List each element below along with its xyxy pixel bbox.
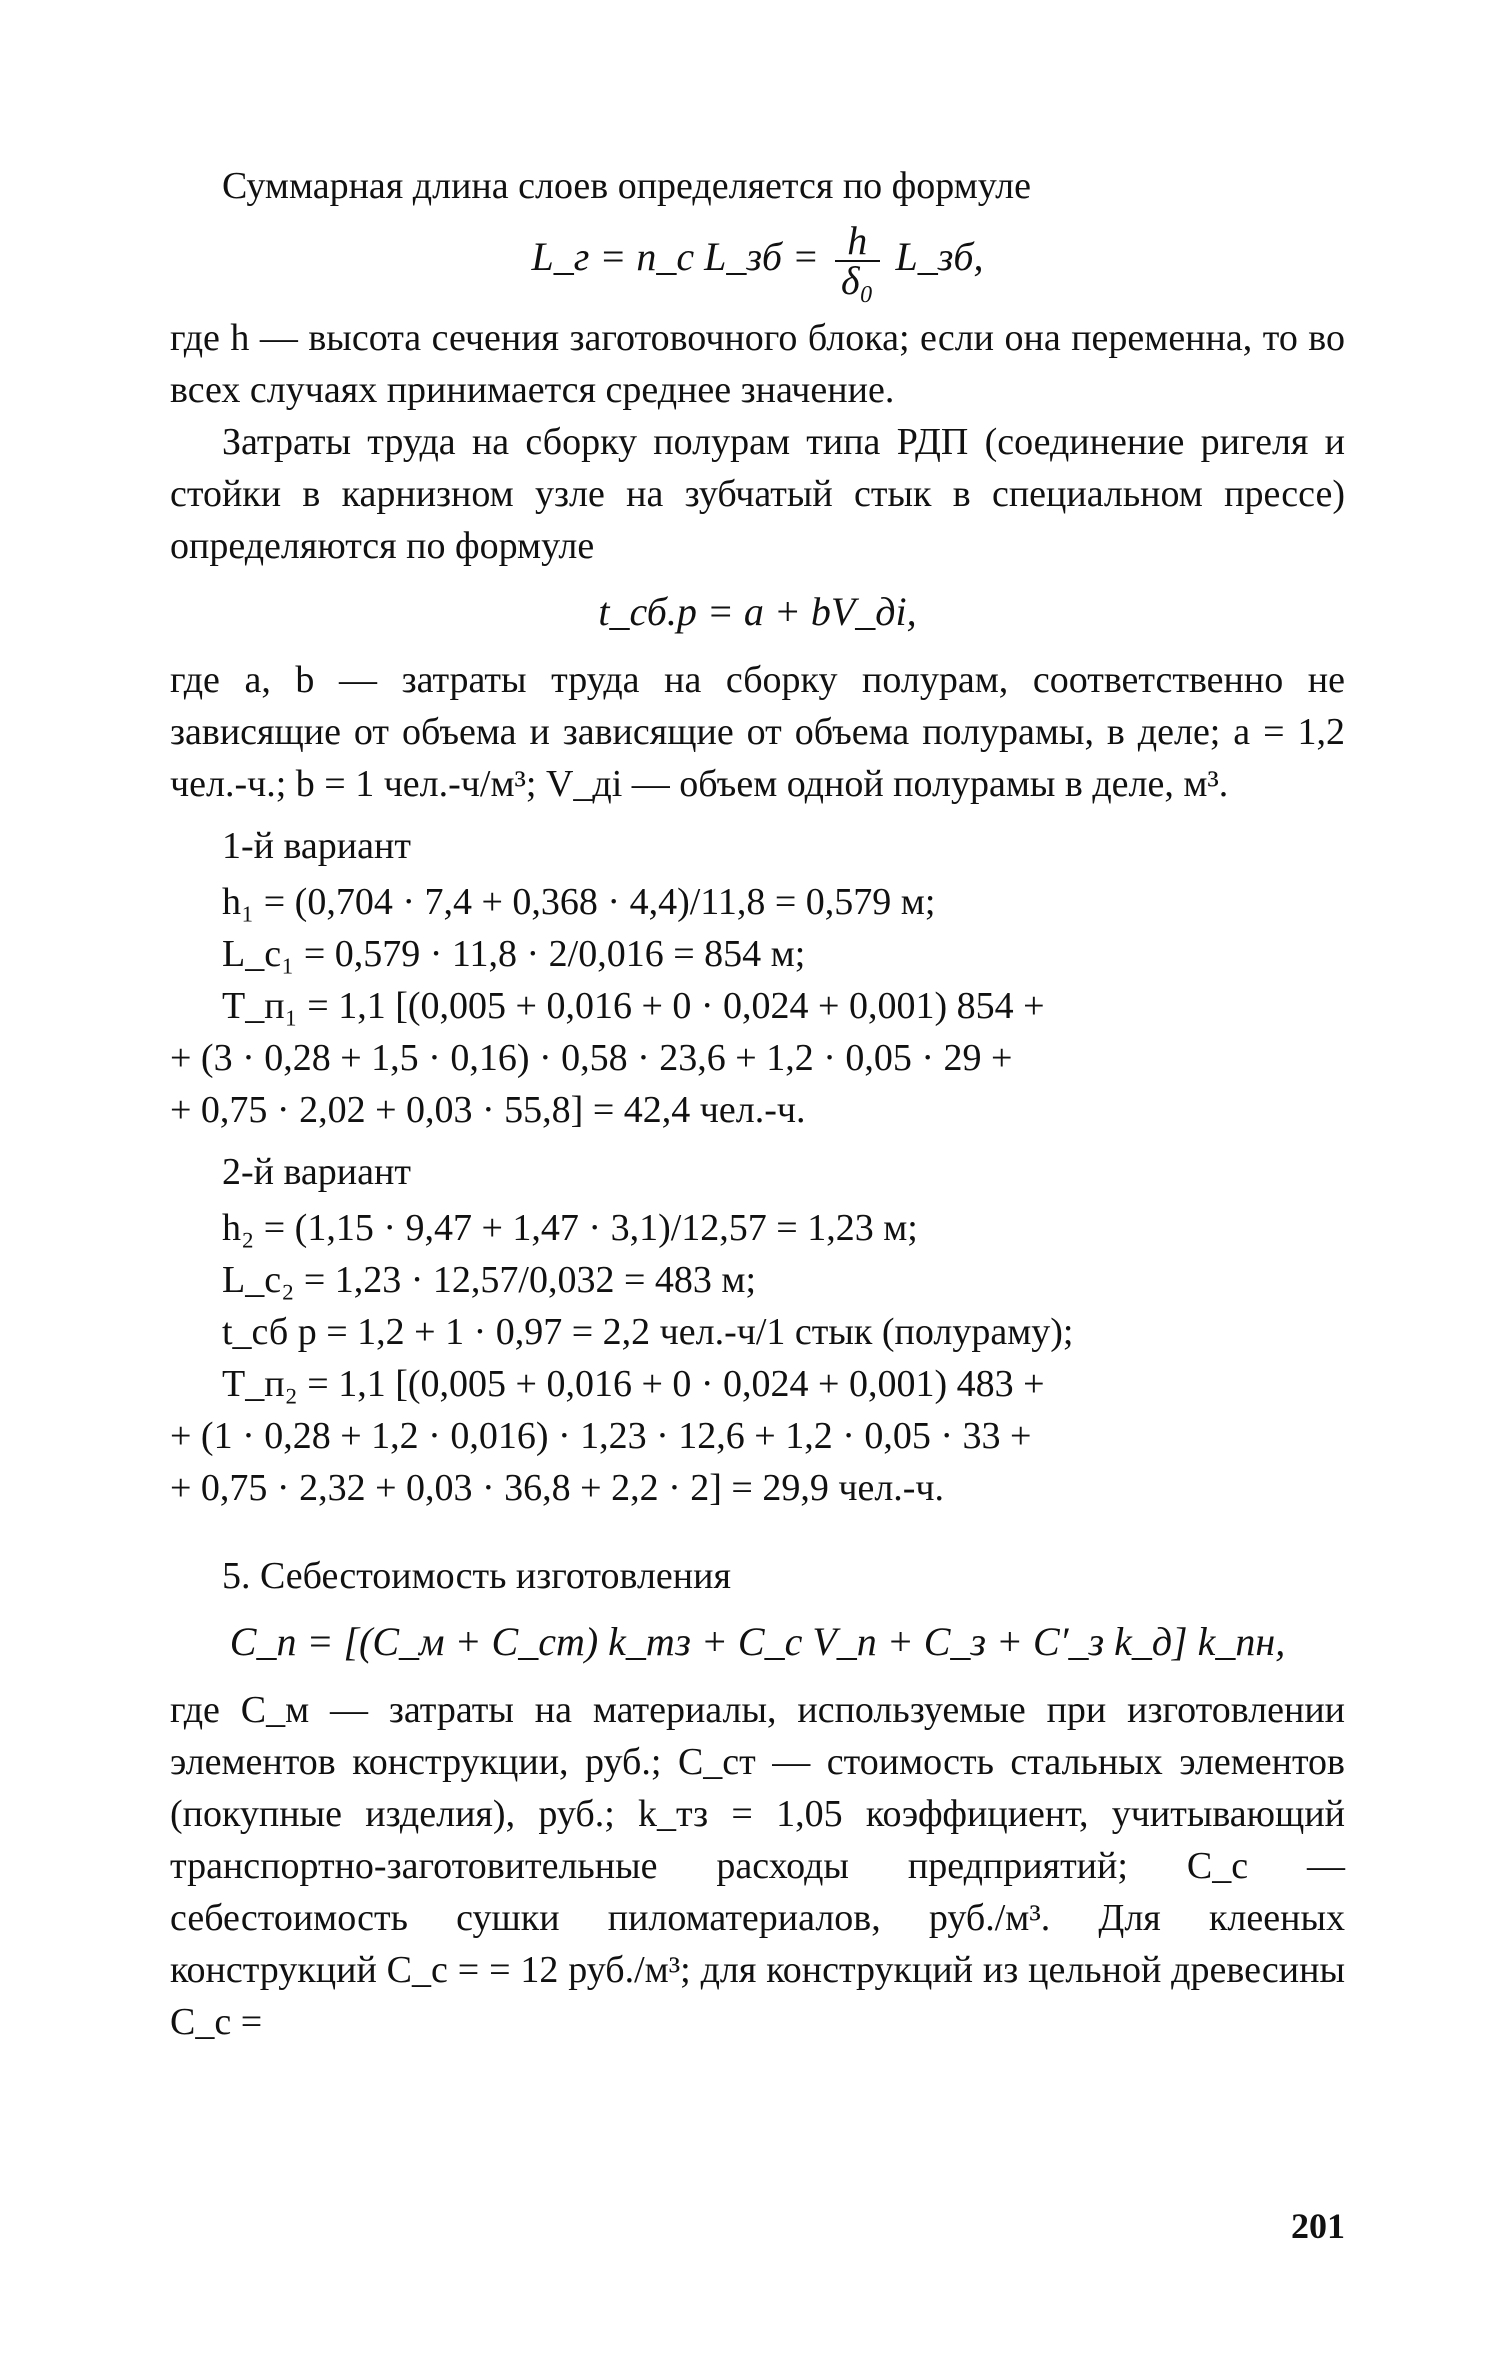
variant-1-line-2: L_с₁ = 0,579 · 11,8 · 2/0,016 = 854 м;	[222, 933, 806, 975]
fraction-denominator: δ₀	[841, 258, 874, 303]
variant-2-line-2: L_с₂ = 1,23 · 12,57/0,032 = 483 м;	[222, 1259, 757, 1301]
section-5-heading: 5. Себестоимость изготовления	[222, 1555, 731, 1597]
variant-1-line-1: h₁ = (0,704 · 7,4 + 0,368 · 4,4)/11,8 = 0,579 м;	[222, 881, 936, 923]
paragraph-h-definition: где h — высота сечения заготовочного блока; если она переменна, то во всех случаях принимается среднее значение.	[170, 317, 1345, 411]
fraction-numerator: h	[835, 222, 880, 262]
formula-rhs: L_зб,	[895, 234, 984, 280]
paragraph-labor-costs: Затраты труда на сборку полурам типа РДП (соединение ригеля и стойки в карнизном узле на зубчатый стык в специальном прессе) определяются по формуле	[170, 421, 1345, 567]
paragraph-cost-definitions: где C_м — затраты на материалы, используемые при изготовлении элементов конструкции, руб.; C_ст — стоимость стальных элементов (покупные изделия), руб.; k_тз = 1,05 коэффициент, учитывающий транспортно-заготовительные расходы предприятий; C_с — себестоимость сушки пиломатериалов, руб./м³. Для клееных конструкций C_с = = 12 руб./м³; для конструкций из цельной древесины C_с =	[170, 1689, 1345, 2043]
page-body	[170, 160, 1345, 2246]
paragraph-ab-definition: где a, b — затраты труда на сборку полурам, соответственно не зависящие от объема и зависящие от объема полурамы, в деле; a = 1,2 чел.-ч.; b = 1 чел.-ч/м³; V_дi — объем одной полурамы в деле, м³.	[170, 659, 1345, 805]
formula-production-cost: C_п = [(C_м + C_ст) k_тз + C_с V_п + C_з + C′_з k_д] k_пн,	[229, 1619, 1286, 1664]
formula-assembly-labor: t_сб.р = a + bV_дi,	[598, 589, 917, 634]
page-number: 201	[1291, 2206, 1345, 2246]
variant-1-heading: 1-й вариант	[222, 825, 411, 867]
variant-2-line-6: + 0,75 · 2,32 + 0,03 · 36,8 + 2,2 · 2] = 29,9 чел.-ч.	[170, 1467, 945, 1509]
variant-2-line-5: + (1 · 0,28 + 1,2 · 0,016) · 1,23 · 12,6 + 1,2 · 0,05 · 33 +	[170, 1415, 1032, 1457]
formula-lhs: L_г = n_с L_зб =	[531, 234, 820, 280]
variant-1-line-5: + 0,75 · 2,02 + 0,03 · 55,8] = 42,4 чел.-ч.	[170, 1089, 806, 1131]
variant-2-heading: 2-й вариант	[222, 1151, 411, 1193]
formula-layer-length	[170, 218, 1345, 303]
formula-fraction	[835, 218, 880, 303]
variant-2-line-1: h₂ = (1,15 · 9,47 + 1,47 · 3,1)/12,57 = 1,23 м;	[222, 1207, 918, 1249]
variant-2-line-3: t_сб р = 1,2 + 1 · 0,97 = 2,2 чел.-ч/1 стык (полураму);	[222, 1311, 1074, 1353]
paragraph-intro: Суммарная длина слоев определяется по формуле	[222, 165, 1031, 207]
section-spacer	[170, 1514, 1345, 1540]
variant-1-line-4: + (3 · 0,28 + 1,5 · 0,16) · 0,58 · 23,6 + 1,2 · 0,05 · 29 +	[170, 1037, 1013, 1079]
variant-2-line-4: T_п₂ = 1,1 [(0,005 + 0,016 + 0 · 0,024 + 0,001) 483 +	[222, 1363, 1045, 1405]
variant-1-line-3: T_п₁ = 1,1 [(0,005 + 0,016 + 0 · 0,024 + 0,001) 854 +	[222, 985, 1045, 1027]
